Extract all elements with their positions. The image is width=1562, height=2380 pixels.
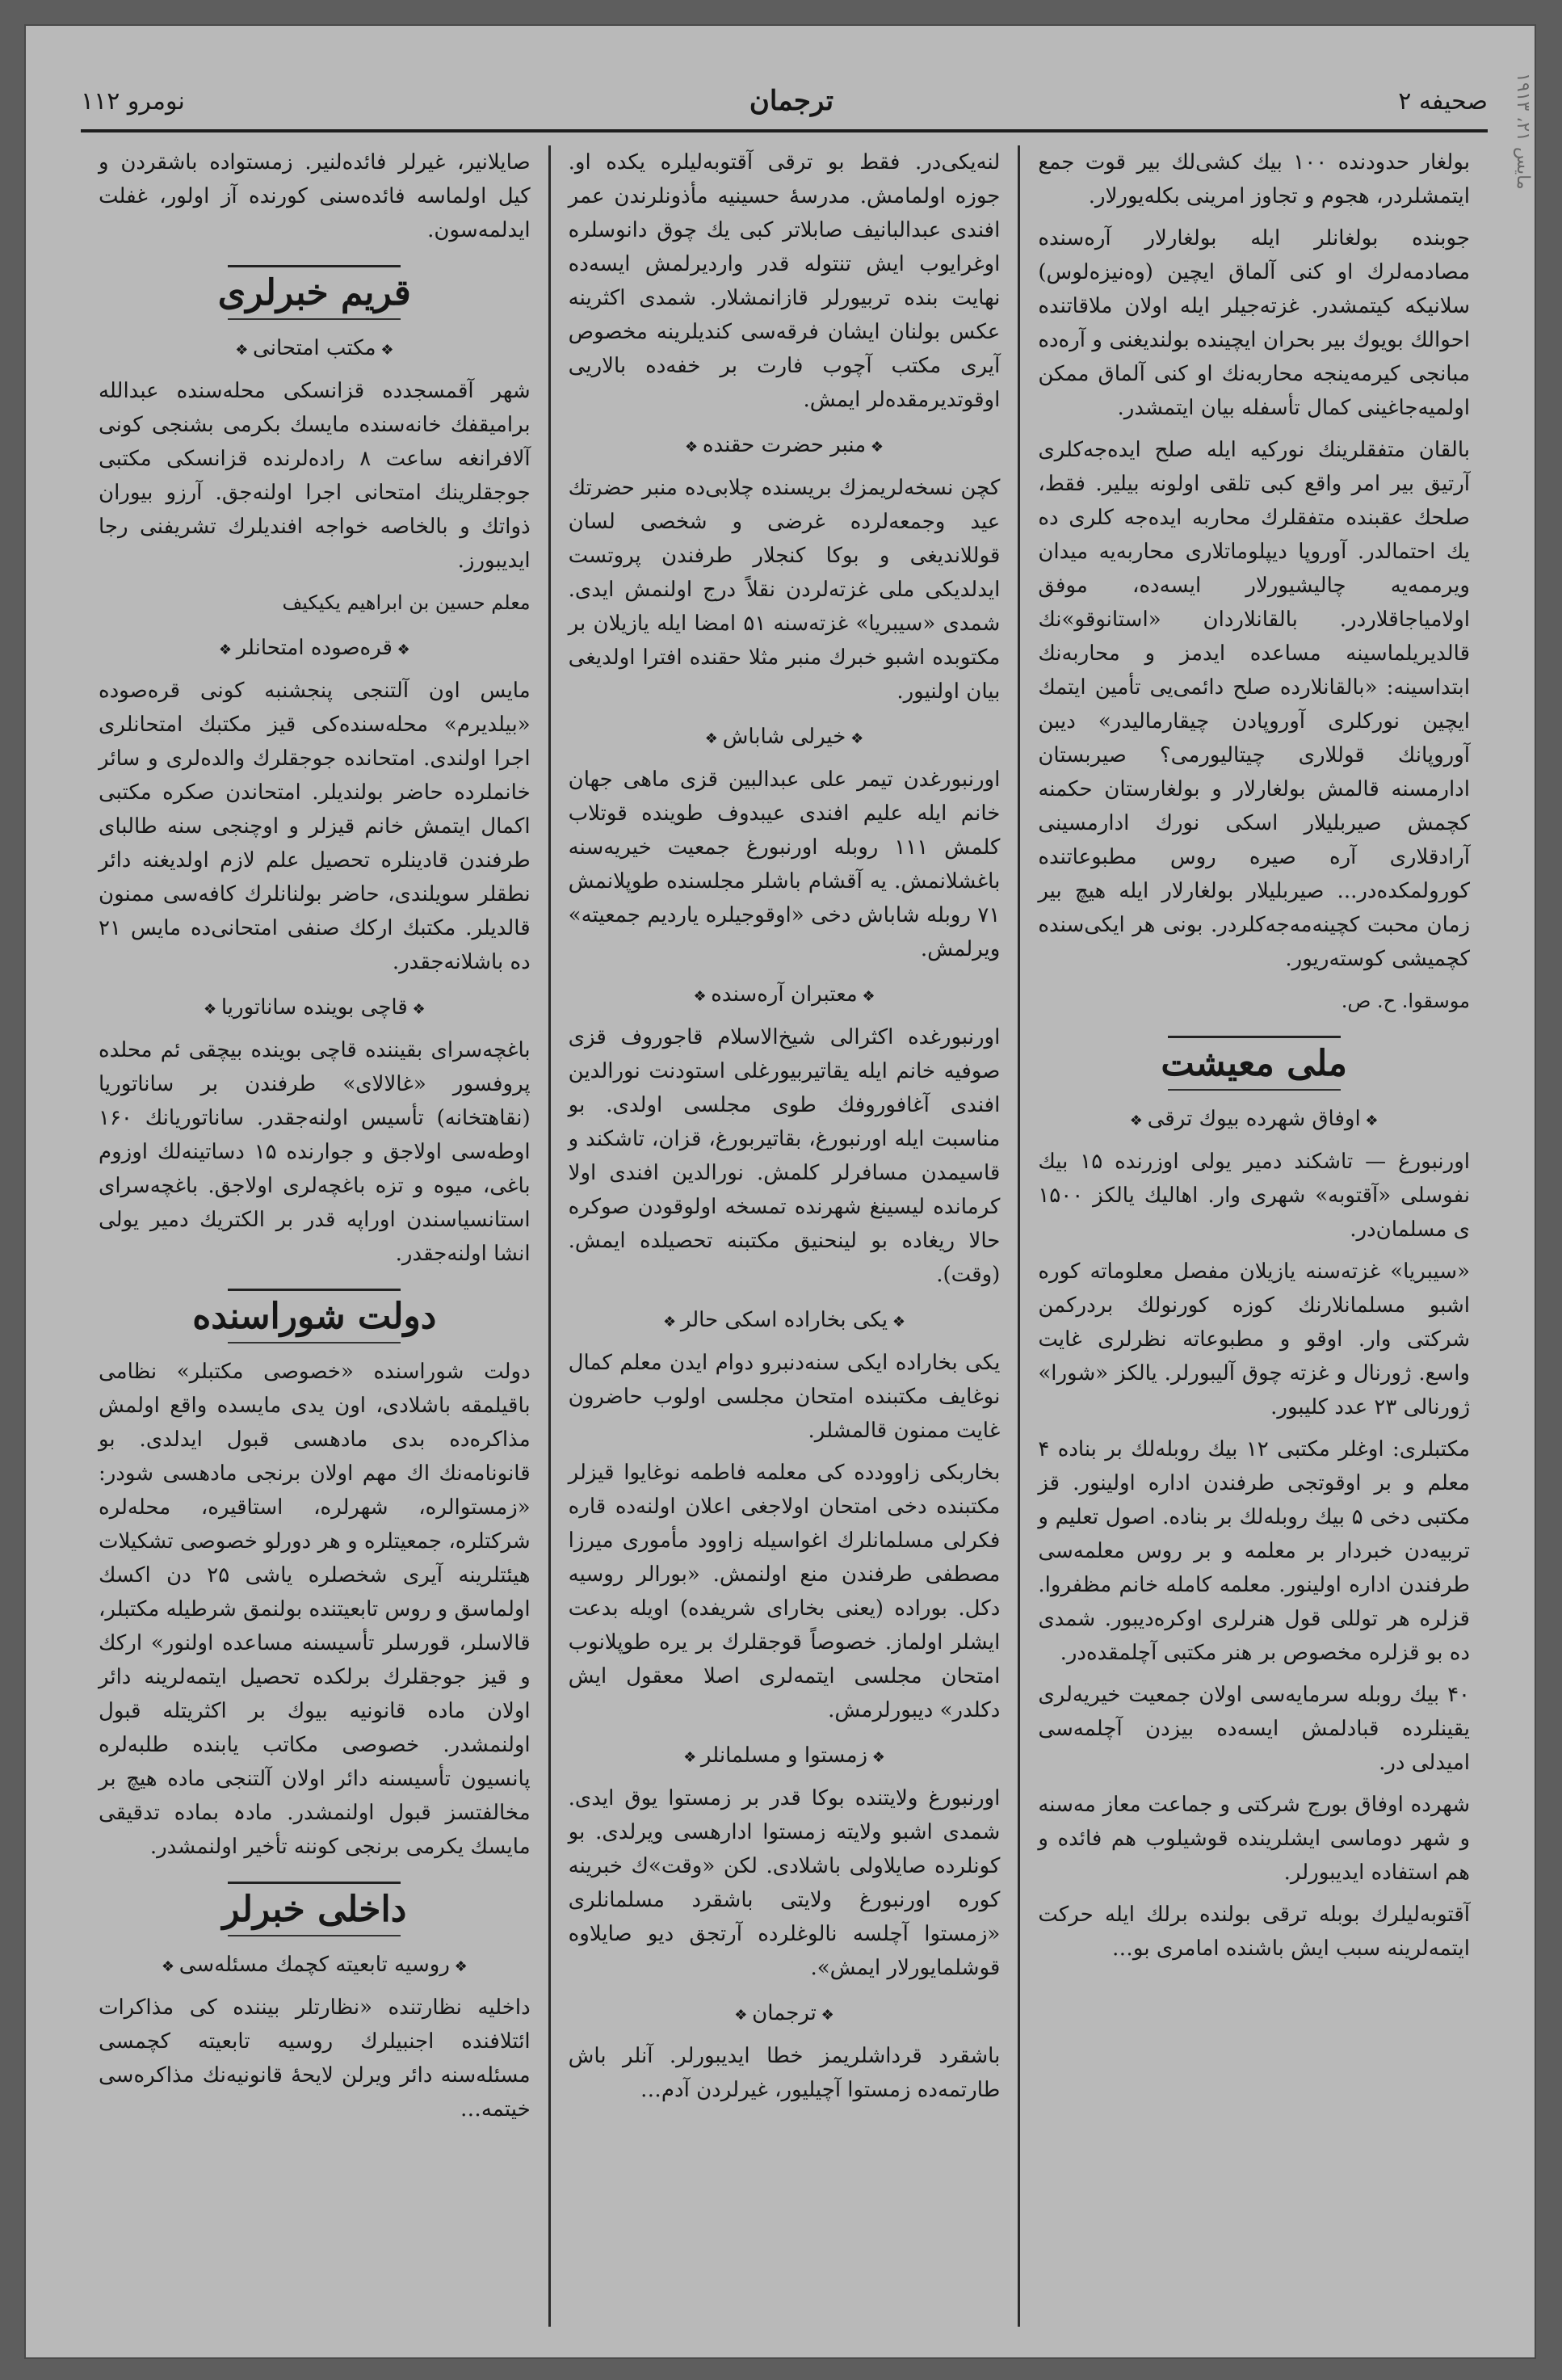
article-subheading: ❖ اوفاق شهرده بیوك ترقی ❖: [1038, 1102, 1470, 1138]
article-subheading: ❖ قاچی بوینده ساناتوریا ❖: [99, 990, 531, 1027]
section-heading: قریم خبرلری: [99, 265, 531, 320]
article-paragraph: یكی بخاراده ایكی سنه‌دنبرو دوام ایدن معلم كمال نوغایف مكتبنده امتحان مجلسی اولوب حاضرون غایت ممنون قالمشلر.: [568, 1351, 1001, 1443]
article-paragraph: بولغار حدودنده ۱۰۰ بیك كشی‌لك بیر قوت جمع ایتمشلردر، هجوم و تجاوز امرینی بكله‌یورلار.: [1038, 150, 1471, 208]
article-subheading: ❖ قره‌صوده امتحانلر ❖: [99, 631, 531, 667]
article-paragraph: بخاربكی زاوودده كی معلمه فاطمه نوغایوا قیزلر مكتبنده دخی امتحان اولاجغی اعلان اولنه‌ده قاره فكرلی مسلمانلرك اغوا‌سیله زاوود مأموری میرزا مصطفی طرفندن منع اولنمش. «بورالر روسیه دكل. بوراده (یعنی بخارای شریفده) اویله بدعت ایشلر اولماز. خصوصاً قوجقلرك بر یره طوپلانوب امتحان مجلسی ایتمه‌لری اصلا معقول ایش دكلدر» دیبورلرمش.: [568, 1461, 1001, 1722]
article-subheading: ❖ روسیه تابعیته كچمك مسئله‌سی ❖: [99, 1948, 531, 1984]
article-paragraph: مكتبلری: اوغلر مكتبی ۱۲ بیك روبله‌لك بر بناده ۴ معلم و بر اوقوتجی طرفندن اداره اولینور. قز مكتبی دخی ۵ بیك روبله‌لك بر بناده. اصول تعلیم و تربیه‌دن خبردار بر معلمه و بر روس معلمه‌سی طرفندن اداره اولینور. معلمه كامله خانم مظفروا. قزلره هر توللی قول هنرلری اوكره‌دیبور. شمدی ده بو قزلره مخصوص بر هنر مكتبی آچلمقده‌در.: [1038, 1437, 1470, 1665]
article-paragraph: باشقرد قرداشلریمز خطا ایدیبورلر. آنلر باش طارتمه‌ده زمستوا آچیلیور، غیرلردن آدم…: [568, 2044, 1001, 2102]
issue-number: نومرو ۱۱۲: [81, 86, 185, 116]
article-paragraph: اورنبورغدن تیمر علی عبدالبین قزی ماهی جهان خانم ایله علیم افندی عیبدوف طوینده قوتلاب كلمش ۱۱۱ روبله اورنبورغ جمعیت خیریه‌سنه باغشلانمش. یه آقشام باشلر مجلسنده طوپلانمش ۷۱ روبله شاباش دخی «اوقوجیلره یاردیم جمعیته» ویرلمش.: [568, 767, 1001, 961]
article-paragraph: شهر آقمسجدده قزانسكی محله‌سنده عبدالله برامیقفك خانه‌سنده مایسك بكرمی بشنجی كونی آلافرانغه ساعت ۸ راده‌لرنده قزانسكی مكتبی جوجقلرینك امتحانی اجرا اولنه‌جق. آرزو بیوران ذواتك و بالخاصه خواجه افندیلرك تشریفنی رجا ایدیبورز.: [98, 379, 531, 573]
article-paragraph: لنه‌یکی‌در. فقط بو ترقی آقتوبه‌لیلره یكده‌ او. جوزه اولمامش. مدرسهٔ حسینیه مأذونلرندن عمر افندی عبدالبانیف صابلاتر كبی یك چوق دانوسلره اوغرایوب ایش تنتوله قدر واردیرلمش ایسه‌ده نهایت بنده تربیورلر قازانمشلار. شمدی اكثرینه عكس بولنان ایشان فرقه‌سی كندیلرینه مخصوص آیری مكتب آچوب فارت بر خفه‌ده بالاریی اوقوتدیرمقده‌لر ایمش.: [568, 150, 1001, 412]
article-paragraph: آقتوبه‌لیلرك بوبله ترقی بولنده برلك ایله حركت ایتمه‌لرینه سبب ایش باشنده امامری بو…: [1038, 1903, 1470, 1961]
article-subheading: ❖ مكتب امتحانی ❖: [99, 331, 531, 368]
article-paragraph: داخلیه نظارتنده «نظارتلر بیننده كی مذاكرات ائتلافنده اجنبیلرك روسیه تابعیته كچمسی مسئله‌سنه دائر ویرلن لایحهٔ قانونیه‌نك مذاكره‌سی خیتمه…: [98, 1995, 531, 2121]
header-rule: [81, 129, 1488, 132]
page-header: [81, 73, 1488, 129]
article-paragraph: جوبنده بولغانلر ایله بولغارلار آره‌سنده مصادمه‌لرك او كنی آلماق ایچین (وه‌نیزه‌لوس) سلانیكه كیتمشدر. غزته‌جیلر ایله اولان ملاقاتنده احوالك بویوك بیر بحران ایچینده بولندیغنی و آره‌ده مبانجی كیرمه‌ینجه محاربه‌نك او كنی آلماق ممكن اولمیه‌جاغینی كمال تأسفله بیان ایتمشدر.: [1038, 226, 1470, 420]
article-subheading: ❖ معتبران آره‌سنده ❖: [569, 978, 1001, 1014]
section-heading: ملی معیشت: [1038, 1036, 1470, 1091]
column-middle: [551, 145, 1021, 2327]
article-paragraph: اورنبورغ ولایتنده بوكا قدر بر زمستوا یوق ایدی. شمدی اشبو ولایته زمستوا ادارهسی ویرلدی. بو كونلرده صایلاولی باشلادی. لكن «وقت»ك خبرینه كوره اورنبورغ ولایتی باشقرد مسلمانلری «زمستوا آچلسه نالوغلرده آرتجق دیو صایلاوه قوشلمایورلار ایمش».: [568, 1786, 1001, 1980]
article-subheading: ❖ خیرلی شاباش ❖: [569, 720, 1001, 756]
column-left: [81, 145, 551, 2327]
article-paragraph: اورنبورغده اكثرالی شیخ‌الاسلام قاجوروف قزی صوفیه خانم ایله یقاتیربیورغلی استودنت نورالدین افندی آغافوروفك طوی مجلسی اولدی. بو مناسبت ایله اورنبورغ، بقاتیربورغ، قزان، تاشكند و قاسیمدن مسافرلر كلمش. نورالدین افندی اولا كرمانده لیسینغ شهرنده تمسخه اولوقودن صوكره حالا ریغاده بو لینحنیق مكتبنه تحصیلده ایمش. (وقت).: [568, 1025, 1001, 1287]
newspaper-title: ترجمان: [749, 85, 834, 117]
article-subheading: ❖ منبر حضرت حقنده ❖: [569, 428, 1001, 465]
article-paragraph: بالقان متفقلرینك نوركیه ایله صلح ایده‌جه‌كلری آرتیق بیر امر واقع كبی تلقی اولونه بیلیر. فقط، صلحك عقبنده متفقلرك محاربه ایده‌جه كلری ده یك احتمالدر. آوروپا دیپلوماتلاری محاربه‌یه میدان ویرممه‌یه چالیشیورلار ایسه‌ده، موفق اولامیاجاقلاردر. بالقانلاردان «استانوقو»نك قالدیریلماسینه مساعده ایدمز و محاربه‌نك ابتداسینه: «بالقانلارده صلح دائمی‌یی تأمین ایتمك ایچین نوركلری آوروپادن چیقارمالیدر» دیبن آوروپانك قوللاری چیتالیورمی؟ صیربستان ادارمسنه قالمش بولغارلار و بولغارستان حكمنه كچمش صیربلیلار اسكی نورك ادارمسینی آرادقلاری آره صیره روس مطبوعاتنده كورولمكده‌در... صیربلیلار بولغارلار ایله هیچ بیر زمان محبت كچینه‌مه‌جه‌كلردر. بونی هر ایكی‌سنده كچمیشی كوسته‌ریور.: [1038, 438, 1470, 971]
article-paragraph: اورنبورغ — تاشكند دمیر یولی اوزرنده ۱۵ بیك نفوسلی «آقتوبه» شهری وار. اهالیك یالكز ۱۵۰۰ ی مسلمان‌در.: [1038, 1150, 1470, 1242]
article-signature: موسقوا. ح. ص.: [1341, 990, 1470, 1012]
margin-date: ۱۹۱۳ ،۲۱ مایس: [1513, 73, 1533, 190]
column-right: [1020, 145, 1488, 2327]
article-paragraph: شهرده اوفاق بورج شركتی و جماعت معاز مه‌سنه و شهر دوماسی ایشلرینده قوشیلوب هم فائده و هم استفاده ایدیبورلر.: [1038, 1793, 1470, 1885]
article-subheading: ❖ زمستوا و مسلمانلر ❖: [569, 1739, 1001, 1775]
newspaper-page: [24, 24, 1536, 2359]
article-paragraph: باغچه‌سرای بقیننده قاچی بوینده بیچقی ئم محلده پروفسور «غالالای» طرفندن بر ساناتوریا (نقاهتخانه) تأسیس اولنه‌جقدر. ساناتوریانك ۱۶۰ اوطه‌سی اولاجق و جوارنده ۱۵ دساتینه‌لك اوزوم باغی، میوه و تزه باغچه‌لری اولاجق. باغچه‌سرای استانسیاسندن اوراپه قدر بر الكتریك دمیر یولی انشا اولنه‌جقدر.: [98, 1038, 531, 1266]
article-signature: معلم حسین بن ابراهیم یكیكیف: [282, 591, 531, 614]
section-heading: دولت شوراسنده: [99, 1289, 531, 1343]
article-paragraph: كچن نسخه‌لریمزك بریسنده چلابی‌ده منبر حضرتك عید وجمعه‌لرده غرضی و شخصی لسان قوللاندیغی و بوكا كنجلار طرفندن پروتست ایدلدیكی ملی غزته‌لردن نقلاً درج اولنمش ایدی. شمدی «سیبریا» غزته‌سنه ۵۱ امضا ایله یازیلان بر مكتوبده اشبو خبرك منبر مثلا حقنده افترا اولدیغی بیان اولنیور.: [568, 476, 1001, 704]
article-paragraph: صایلانیر، غیرلر فائده‌لنیر. زمستواده باشقردن و كیل اولماسه فائده‌سنی كورنده آز اولور، غفلت ایدلمه‌سون.: [98, 150, 531, 242]
article-paragraph: مایس اون آلتنجی پنجشنبه كونی قره‌صوده «بیلدیرم» محله‌سنده‌كی قیز مكتبك امتحانلری اجرا اولندی. امتحانده جوجقلرك والده‌لری و سائر خانملرده حاضر بولندیلر. امتحاندن صكره مكتبی اكمال ایتمش خانم قیزلر و اوچنجی سنه طالبای طرفندن قادینلره تحصیل علم لازم اولدیغنه دائر نطقلر سویلندی، حاضر بولنانلرك كافه‌سی ممنون قالدیلر. مكتبك اركك صنفی امتحانی‌ده مایس ۲۱ ده باشلانه‌جقدر.: [98, 679, 531, 974]
article-subheading: ❖ ترجمان ❖: [569, 1996, 1001, 2033]
article-paragraph: ۴۰ بیك روبله سرمایه‌سی اولان جمعیت خیریه‌لری یقینلرده قبادلمش ایسه‌ده بیزدن آچلمه‌سی امیدلی در.: [1038, 1683, 1470, 1775]
page-number: صحیفه ۲: [1398, 86, 1488, 116]
article-subheading: ❖ یكی بخاراده اسكی حالر ❖: [569, 1303, 1001, 1339]
article-paragraph: «سیبریا» غزته‌سنه یازیلان مفصل معلوماته كوره اشبو مسلمانلارنك كوزه كورنولك بردركمن شركتی وار. اوقو و مطبوعاته نظرلری غایت واسع. ژورنال و غزته چوق آلیبورلر. یالكز «شورا» ژورنالی ۲۳ عدد كلیبور.: [1038, 1259, 1470, 1419]
section-heading: داخلی خبرلر: [99, 1882, 531, 1936]
columns: [81, 145, 1488, 2327]
article-paragraph: دولت شوراسنده «خصوصی مكتبلر» نظامی باقیلمقه باشلادی، اون یدی مایسده واقع اولمش مذاكره‌ده بدی مادهسی قبول ایدلدی. بو قانونامه‌نك اك مهم اولان برنجی مادهسی شودر: «زمستوالره، شهرلره، استاقیره، محله‌لره شركتلره، جمعیتلره و هر دورلو خصوصی تشكیلات هیئتلرینه آیری شخصلره یاشی ۲۵ دن اكسك اولماسق و روس تابعیتنده بولنمق شرطیله مكتبلر، قالاسلر، قورسلر تأسیسنه مساعده اولنور» اركك و قیز جوجقلرك برلكده تحصیل ایتمه‌لرینه دائر اولان ماده قانونیه بیوك بر اكثریتله قبول اولنمشدر. خصوصی مكاتب یابنده طلبه‌لره پانسیون تأسیسنه دائر اولان آلتنجی ماده هیچ بر مخالفتسز قبول اولنمشدر. مادہ بماده تدقیقی مایسك یكرمی برنجی كوننه تأخیر اولنمشدر.: [98, 1360, 531, 1859]
